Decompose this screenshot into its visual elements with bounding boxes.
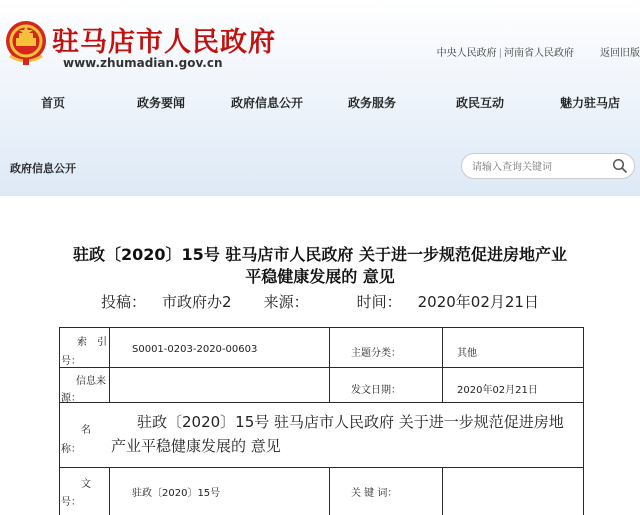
table-border bbox=[329, 327, 330, 402]
source: 来源： bbox=[263, 293, 309, 311]
index-value: S0001-0203-2020-00603 bbox=[132, 344, 258, 355]
site-title[interactable]: 驻马店市人民政府 bbox=[52, 27, 276, 58]
table-border bbox=[329, 467, 330, 515]
info-source-label-tail: 源： bbox=[61, 393, 81, 404]
nav-interaction[interactable]: 政民互动 bbox=[456, 96, 505, 110]
table-border bbox=[59, 402, 584, 403]
nav-services[interactable]: 政务服务 bbox=[348, 96, 397, 110]
nav-info-disclosure[interactable]: 政府信息公开 bbox=[231, 96, 304, 110]
table-border bbox=[59, 367, 584, 368]
breadcrumb[interactable]: 政府信息公开 bbox=[10, 162, 76, 175]
document-info-table bbox=[59, 327, 584, 515]
info-source-label: 信息来 bbox=[76, 376, 106, 387]
nav-news[interactable]: 政务要闻 bbox=[137, 96, 186, 110]
document-name-line2: 产业平稳健康发展的 意见 bbox=[111, 437, 281, 455]
index-label: 索 引 bbox=[77, 337, 107, 348]
link-old-version[interactable]: 返回旧版 bbox=[600, 48, 640, 59]
doc-number-value: 驻政〔2020〕15号 bbox=[132, 488, 221, 499]
search-box bbox=[461, 153, 635, 179]
nav-home[interactable]: 首页 bbox=[41, 96, 66, 110]
top-links bbox=[437, 44, 640, 59]
table-border bbox=[59, 327, 584, 328]
site-header bbox=[0, 0, 640, 196]
keywords-label: 关 键 词： bbox=[351, 488, 398, 499]
table-border bbox=[59, 467, 584, 468]
link-henan-government[interactable]: 河南省人民政府 bbox=[504, 48, 574, 59]
search-icon[interactable] bbox=[612, 158, 628, 174]
index-label-tail: 号： bbox=[61, 356, 81, 367]
category-label: 主题分类： bbox=[351, 348, 401, 359]
name-label-tail: 称： bbox=[61, 444, 81, 455]
article-title-line2: 平稳健康发展的 意见 bbox=[245, 267, 395, 286]
divider: | bbox=[498, 48, 502, 59]
table-border bbox=[109, 327, 110, 402]
main-nav bbox=[0, 88, 640, 116]
article-title-line1: 驻政〔2020〕15号 驻马店市人民政府 关于进一步规范促进房地产业 bbox=[73, 245, 567, 264]
search-input[interactable] bbox=[470, 158, 614, 176]
issue-date-label: 发文日期： bbox=[351, 385, 401, 396]
doc-number-label: 文 bbox=[81, 479, 91, 490]
document-name-line1: 驻政〔2020〕15号 驻马店市人民政府 关于进一步规范促进房地 bbox=[137, 413, 564, 431]
table-border bbox=[442, 467, 443, 515]
table-border bbox=[442, 327, 443, 402]
issue-date-value: 2020年02月21日 bbox=[457, 385, 538, 396]
article-meta bbox=[0, 291, 640, 312]
table-border bbox=[109, 467, 110, 515]
table-border bbox=[583, 327, 584, 515]
table-border bbox=[59, 327, 60, 515]
site-url: www.zhumadian.gov.cn bbox=[63, 56, 223, 70]
nav-charm-zhumadian[interactable]: 魅力驻马店 bbox=[560, 96, 621, 110]
link-central-government[interactable]: 中央人民政府 bbox=[436, 48, 497, 59]
name-label: 名 bbox=[81, 425, 91, 436]
national-emblem-icon bbox=[4, 20, 48, 66]
contributor: 投稿： 市政府办2 bbox=[101, 293, 232, 311]
category-value: 其他 bbox=[457, 348, 477, 359]
doc-number-label-tail: 号： bbox=[61, 497, 81, 508]
publish-time: 时间： 2020年02月21日 bbox=[356, 293, 539, 311]
